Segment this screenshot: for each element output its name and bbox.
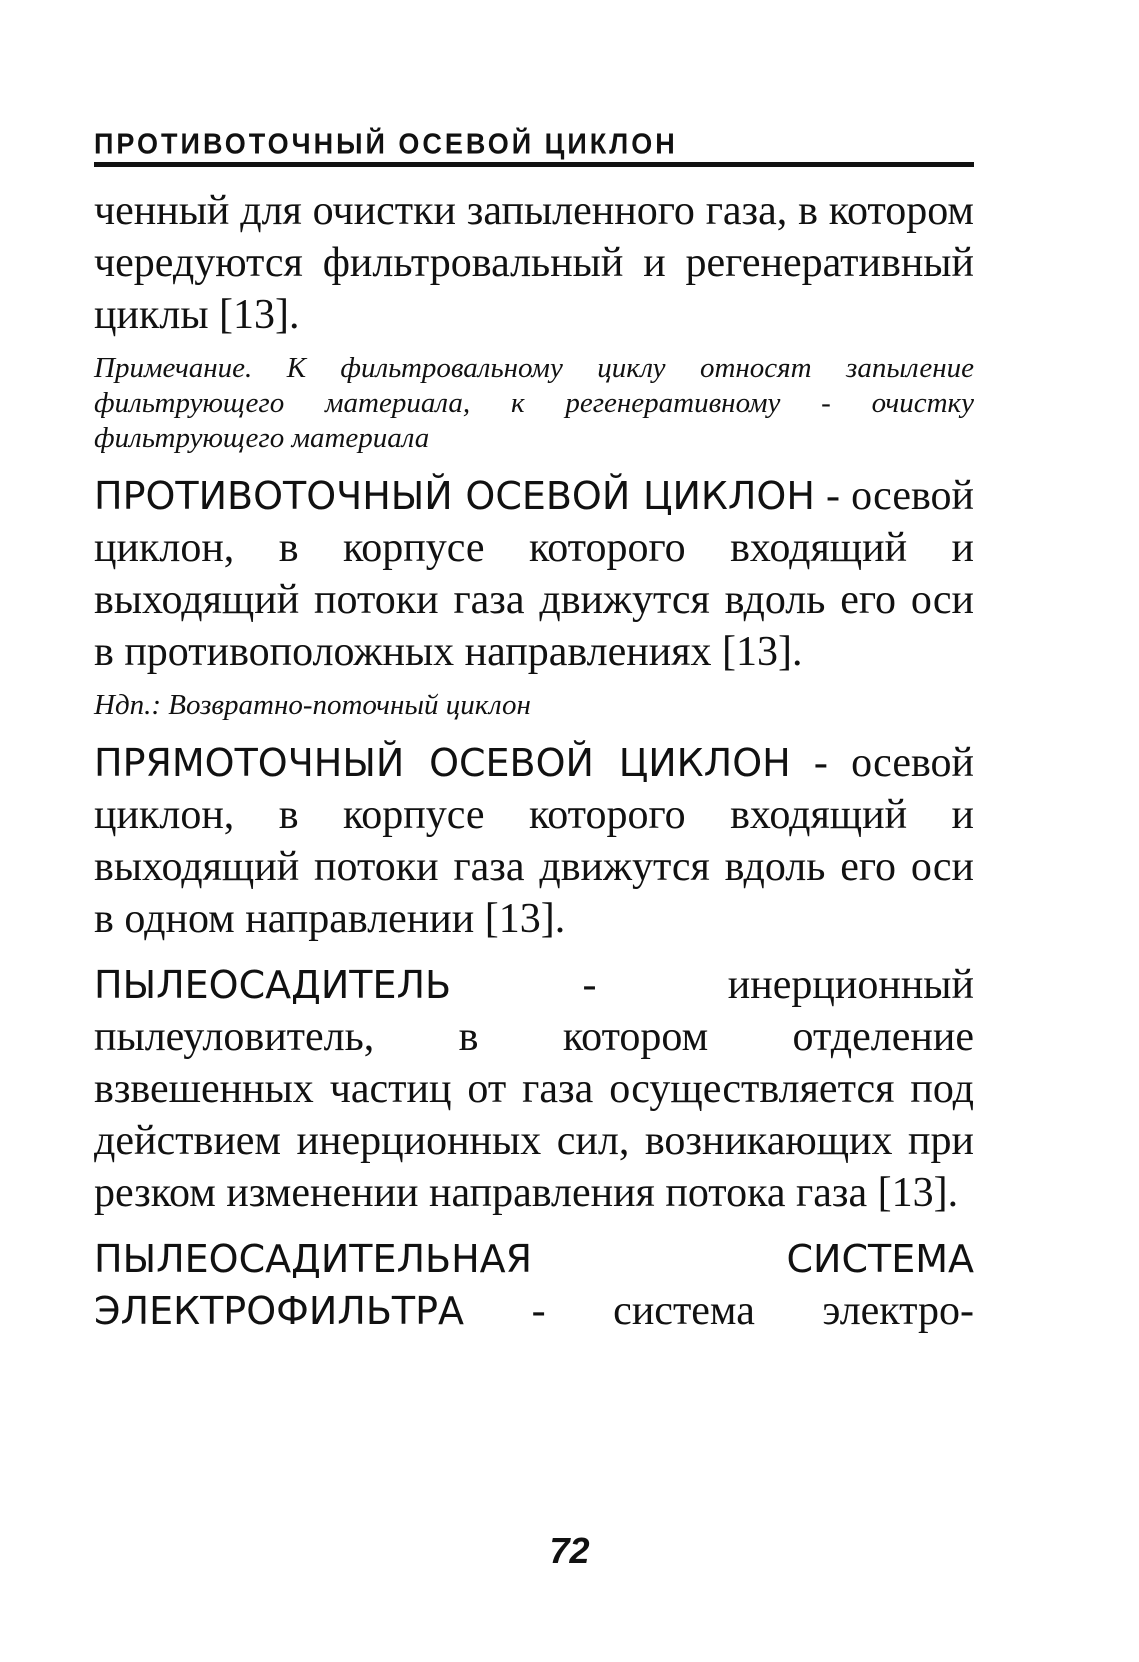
entry-definition: - осевой циклон, в корпусе которого входящий и выходящий потоки газа движутся вдоль его оси в одном направлении [13]. xyxy=(94,740,974,942)
entry-definition: ченный для очистки запыленного газа, в котором чередуются фильтровальный и регенеративный циклы [13]. xyxy=(94,188,974,338)
entry-term: ПЫЛЕОСАДИТЕЛЬ xyxy=(94,963,452,1007)
page-body xyxy=(94,128,974,1337)
entry-definition: - осевой циклон, в корпусе которого входящий и выходящий потоки газа движутся вдоль его оси в противоположных направлениях [13]. xyxy=(94,473,974,675)
entry-note: Примечание. К фильтровальному циклу относят запыление фильтрующего материала, к регенеративному - очистку фильтрующего материала xyxy=(94,352,974,454)
page-number: 72 xyxy=(549,1530,590,1571)
entry-continuation xyxy=(94,185,974,341)
running-head: ПРОТИВОТОЧНЫЙ ОСЕВОЙ ЦИКЛОН xyxy=(94,128,678,160)
entry-note: Ндп.: Возвратно-поточный циклон xyxy=(94,689,531,721)
entry-definition: - инерционный пылеуловитель, в котором отделение взвешенных частиц от газа осуществляется под действием инерционных сил, возникающих при резком изменении направления потока газа [13]. xyxy=(94,962,975,1216)
entry-definition: - система электро- xyxy=(531,1288,975,1334)
entry-pyleosaditel xyxy=(94,959,974,1219)
entry-protivotochny xyxy=(94,470,974,678)
entry-term: ПРОТИВОТОЧНЫЙ ОСЕВОЙ ЦИКЛОН xyxy=(94,474,815,518)
entry-pyleosaditelnaya-sistema xyxy=(94,1233,974,1337)
entry-term: ПРЯМОТОЧНЫЙ ОСЕВОЙ ЦИКЛОН xyxy=(94,741,791,785)
entry-pryamotochny xyxy=(94,737,974,945)
entry-term: ПЫЛЕОСАДИТЕЛЬНАЯ СИСТЕМА ЭЛЕКТРОФИЛЬТРА xyxy=(94,1237,974,1333)
